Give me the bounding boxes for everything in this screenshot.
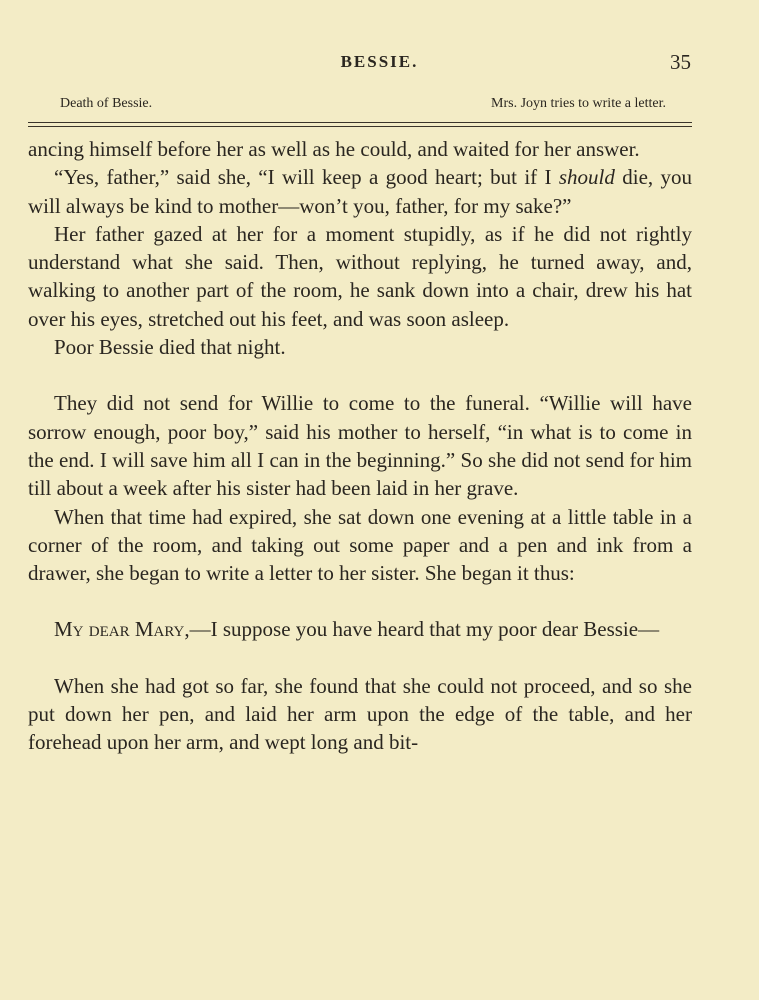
section-break [28, 361, 692, 389]
section-break [28, 644, 692, 672]
page-body [28, 135, 692, 757]
right-marginal-note: Mrs. Joyn tries to write a letter. [491, 96, 666, 111]
left-marginal-note: Death of Bessie. [60, 96, 153, 111]
letter-salutation: My dear Mary, [54, 617, 190, 642]
marginal-notes [60, 96, 696, 112]
running-title: BESSIE. [340, 52, 419, 71]
paragraph [28, 163, 692, 220]
header-rule-top [28, 122, 692, 123]
paragraph: They did not send for Willie to come to the funeral. “Willie will have sorrow enough, poor boy,” said his mother to herself, “in what is to come in the end. I will save him all I can in the beginning.” So she did not send for him till about a week after his sister had been laid in her grave. [28, 391, 692, 501]
paragraph: Poor Bessie died that night. [54, 335, 286, 360]
dialogue-text: die, you will always be kind to mother—won’t you, father, for my sake?” [28, 165, 693, 218]
paragraph: ancing himself before her as well as he could, and waited for her answer. [28, 137, 640, 161]
letter-paragraph [28, 615, 692, 643]
italic-word: should [558, 165, 615, 190]
paragraph: Her father gazed at her for a moment stupidly, as if he did not rightly understand what she said. Then, without replying, he turned away, and, walking to another part of the room, he sank down into a chair, drew his hat over his eyes, stretched out his feet, and was soon asleep. [28, 221, 692, 331]
page-number: 35 [670, 50, 691, 74]
letter-text: —I suppose you have heard that my poor dear Bessie— [189, 617, 660, 642]
paragraph: When that time had expired, she sat down one evening at a little table in a corner of the room, and taking out some paper and a pen and ink from a drawer, she began to write a letter to her sister. She began it thus: [28, 504, 692, 586]
dialogue-text: “Yes, father,” said she, “I will keep a good heart; but if I [54, 165, 559, 190]
paragraph: When she had got so far, she found that she could not proceed, and so she put down her pen, and laid her arm upon the edge of the table, and her forehead upon her arm, and wept long and bit- [28, 673, 692, 755]
header-rule-bottom [28, 126, 692, 127]
section-break [28, 587, 692, 615]
